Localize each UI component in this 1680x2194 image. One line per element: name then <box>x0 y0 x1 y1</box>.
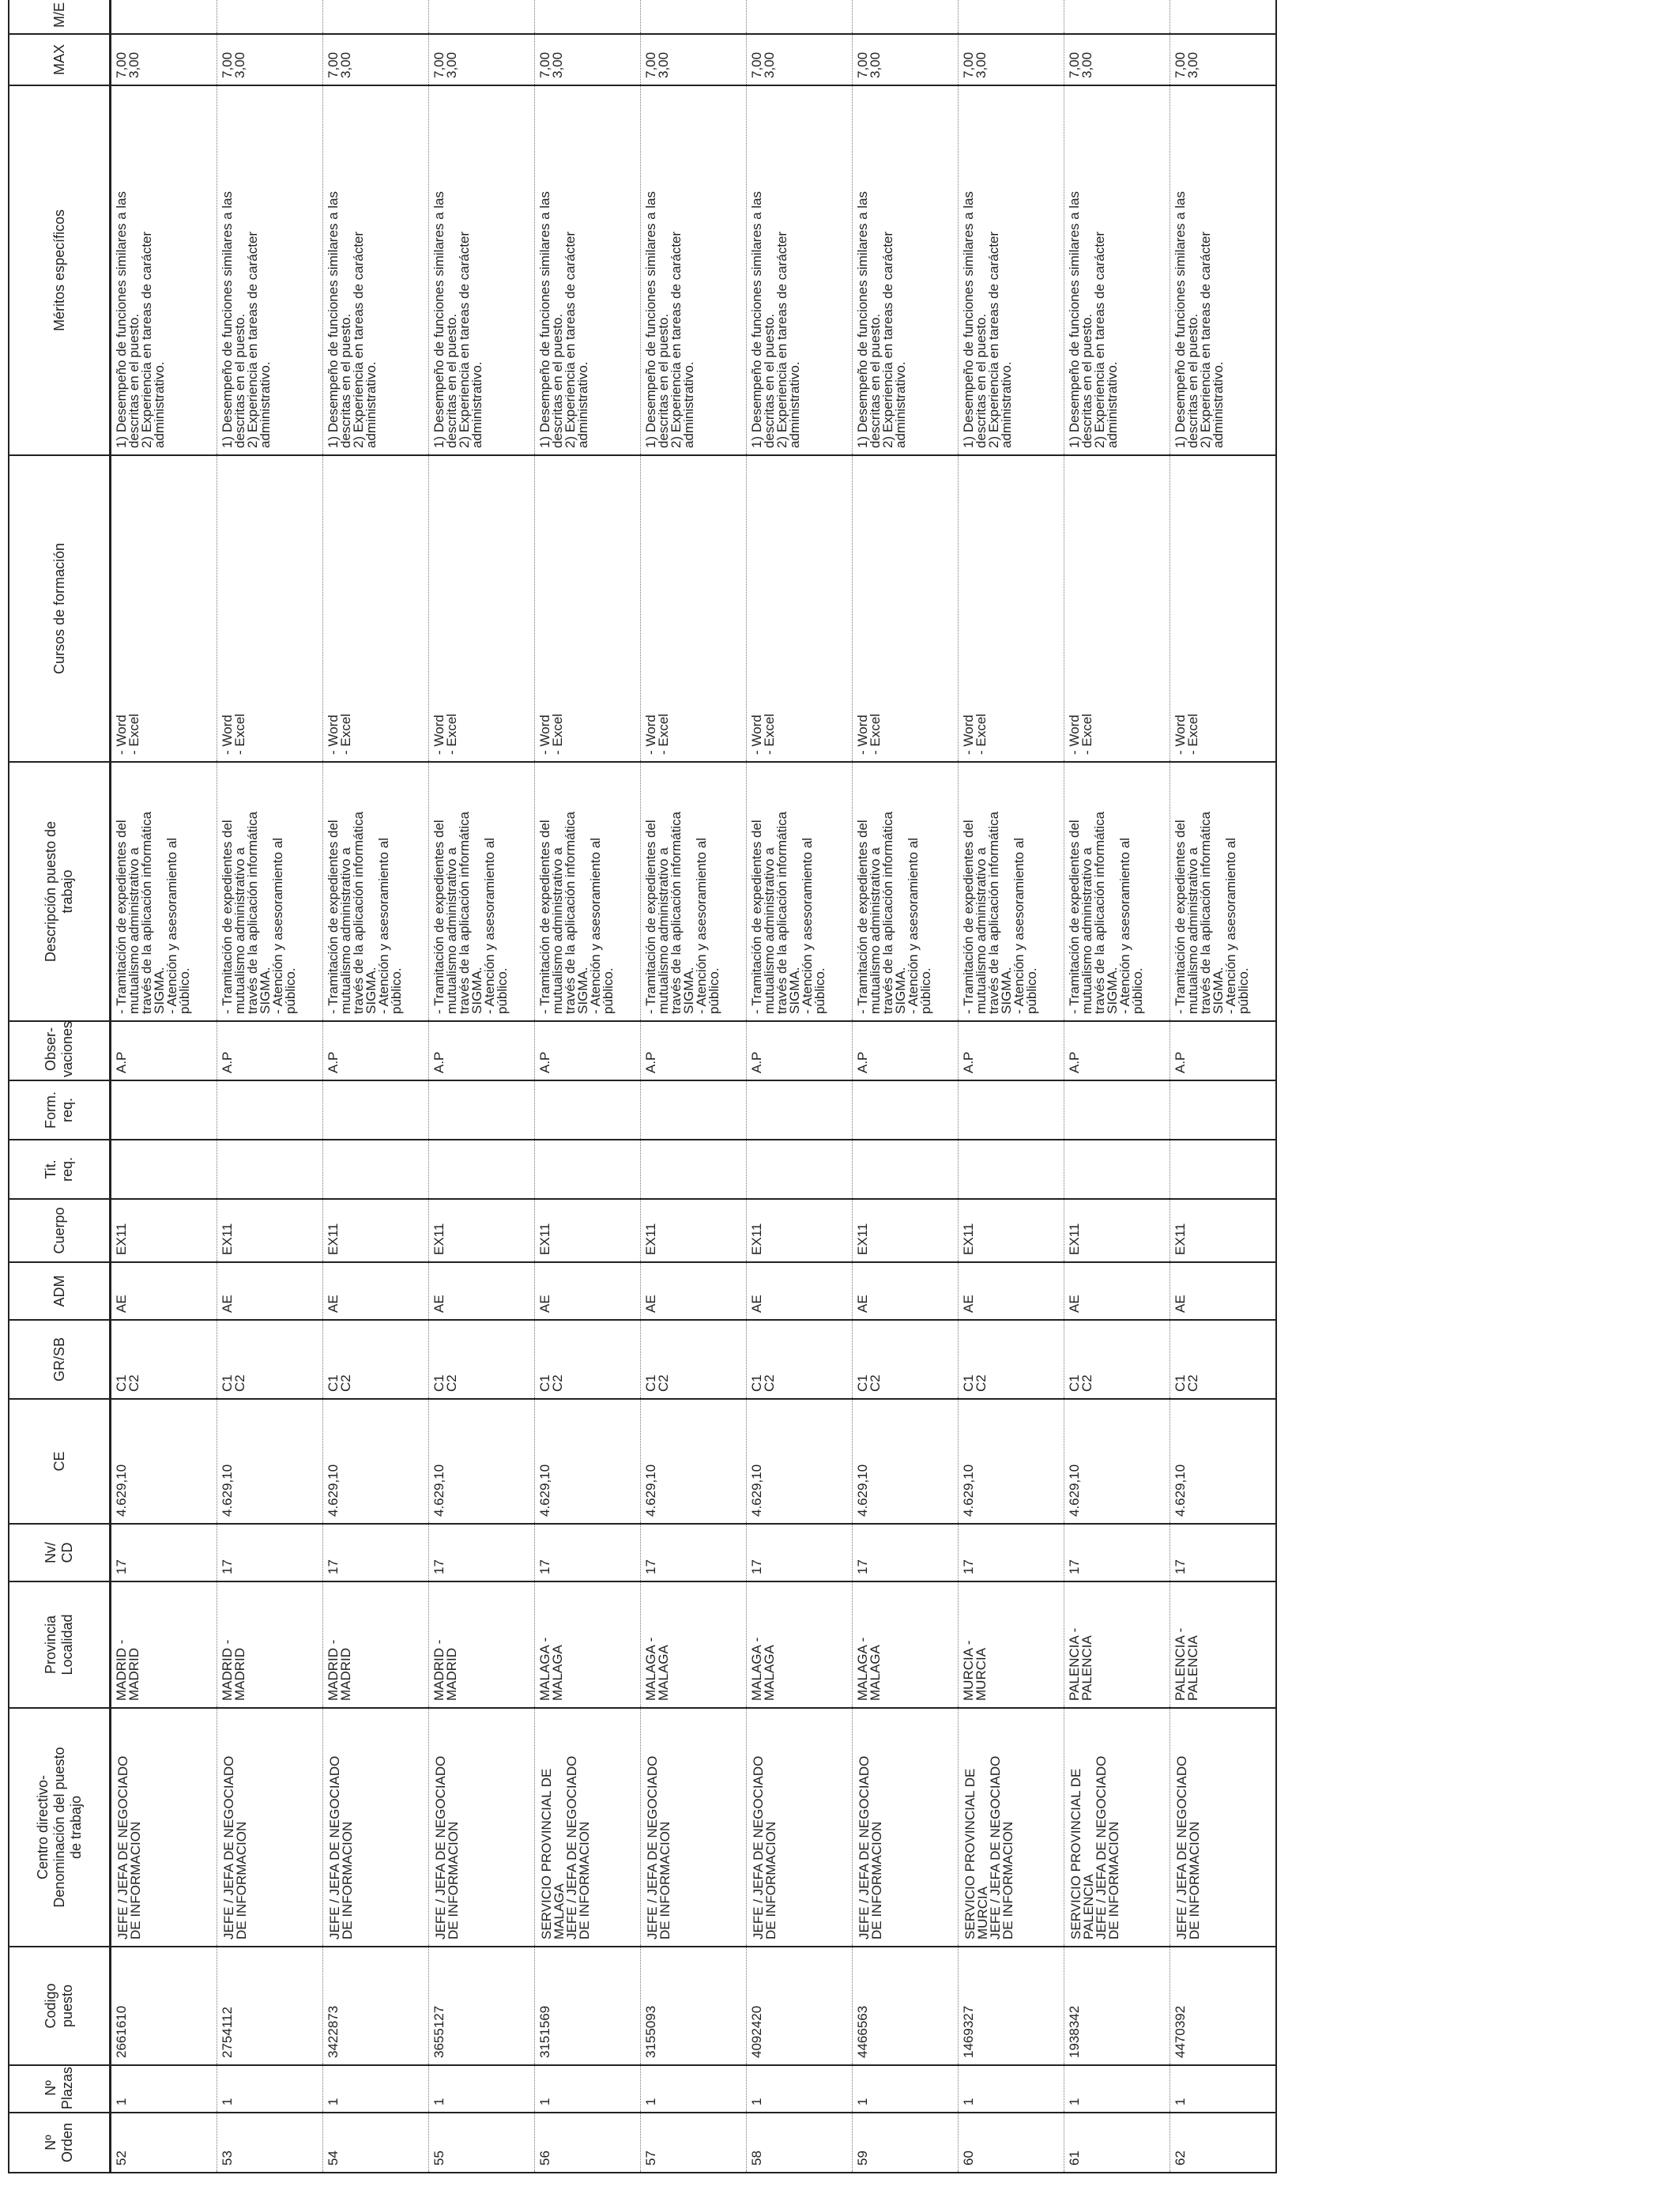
cell-form <box>1064 1080 1170 1140</box>
cell-orden: 61 <box>1064 2113 1170 2173</box>
cell-cuerpo: EX11 <box>429 1199 535 1262</box>
cell-nivel: 17 <box>535 1524 641 1581</box>
cell-ce: 4.629,10 <box>853 1399 959 1524</box>
header-ce: CE <box>9 1399 111 1524</box>
cell-cuerpo: EX11 <box>747 1199 853 1262</box>
cell-max: 7,00 3,00 <box>535 34 641 85</box>
header-cursos: Cursos de formación <box>9 455 111 762</box>
cell-descripcion: - Tramitación de expedientes del mutualismo administrativo a través de la aplicación informática SIGMA. - Atención y asesoramiento al público. <box>747 762 853 1021</box>
cell-form <box>959 1080 1064 1140</box>
cell-codigo: 3151569 <box>535 1947 641 2065</box>
cell-grsb: C1 C2 <box>747 1320 853 1399</box>
cell-descripcion: - Tramitación de expedientes del mutualismo administrativo a través de la aplicación informática SIGMA. - Atención y asesoramiento al público. <box>641 762 747 1021</box>
cell-obs: A.P <box>111 1021 217 1080</box>
cell-descripcion: - Tramitación de expedientes del mutualismo administrativo a través de la aplicación informática SIGMA. - Atención y asesoramiento al público. <box>323 762 429 1021</box>
cell-me <box>1064 0 1170 34</box>
cell-tit <box>1170 1140 1277 1199</box>
cell-codigo: 2754112 <box>217 1947 323 2065</box>
cell-meritos: 1) Desempeño de funciones similares a las descritas en el puesto. 2) Experiencia en tareas de carácter administrativo. <box>959 85 1064 455</box>
cell-grsb: C1 C2 <box>323 1320 429 1399</box>
cell-grsb: C1 C2 <box>111 1320 217 1399</box>
cell-orden: 62 <box>1170 2113 1277 2173</box>
cell-codigo: 1938342 <box>1064 1947 1170 2065</box>
cell-nivel: 17 <box>111 1524 217 1581</box>
cell-cursos: - Word - Excel <box>217 455 323 762</box>
cell-me <box>959 0 1064 34</box>
cell-cursos: - Word - Excel <box>853 455 959 762</box>
cell-ce: 4.629,10 <box>111 1399 217 1524</box>
table-row <box>217 0 323 2173</box>
cell-nivel: 17 <box>1170 1524 1277 1581</box>
table-row <box>641 0 747 2173</box>
cell-tit <box>747 1140 853 1199</box>
service-group-label: SERVICIO PROVINCIAL DE PALENCIA <box>1068 1768 1096 1940</box>
table-row <box>429 0 535 2173</box>
cell-max: 7,00 3,00 <box>323 34 429 85</box>
cell-nivel: 17 <box>323 1524 429 1581</box>
cell-orden: 57 <box>641 2113 747 2173</box>
cell-form <box>429 1080 535 1140</box>
cell-cursos: - Word - Excel <box>429 455 535 762</box>
cell-plazas: 1 <box>111 2065 217 2113</box>
header-form: Form. req. <box>9 1080 111 1140</box>
cell-centro <box>323 1708 429 1947</box>
cell-orden: 53 <box>217 2113 323 2173</box>
positions-table <box>8 0 1277 2173</box>
cell-centro <box>111 1708 217 1947</box>
cell-nivel: 17 <box>217 1524 323 1581</box>
service-group-label: SERVICIO PROVINCIAL DE MURCIA <box>962 1768 990 1940</box>
cell-cursos: - Word - Excel <box>1170 455 1277 762</box>
position-title: JEFE / JEFA DE NEGOCIADO DE INFORMACION <box>221 1755 249 1940</box>
cell-descripcion: - Tramitación de expedientes del mutualismo administrativo a través de la aplicación informática SIGMA. - Atención y asesoramiento al público. <box>959 762 1064 1021</box>
cell-nivel: 17 <box>747 1524 853 1581</box>
cell-adm: AE <box>535 1262 641 1320</box>
cell-adm: AE <box>853 1262 959 1320</box>
cell-cuerpo: EX11 <box>1064 1199 1170 1262</box>
cell-meritos: 1) Desempeño de funciones similares a las descritas en el puesto. 2) Experiencia en tareas de carácter administrativo. <box>853 85 959 455</box>
cell-form <box>535 1080 641 1140</box>
cell-codigo: 4092420 <box>747 1947 853 2065</box>
cell-plazas: 1 <box>959 2065 1064 2113</box>
table-row <box>323 0 429 2173</box>
cell-ce: 4.629,10 <box>535 1399 641 1524</box>
header-centro: Centro directivo- Denominación del puesto de trabajo <box>9 1708 111 1947</box>
cell-me <box>429 0 535 34</box>
cell-obs: A.P <box>535 1021 641 1080</box>
cell-meritos: 1) Desempeño de funciones similares a las descritas en el puesto. 2) Experiencia en tareas de carácter administrativo. <box>747 85 853 455</box>
header-descripcion: Descripción puesto de trabajo <box>9 762 111 1021</box>
position-title: JEFE / JEFA DE NEGOCIADO DE INFORMACION <box>645 1755 672 1940</box>
cell-grsb: C1 C2 <box>1064 1320 1170 1399</box>
cell-max: 7,00 3,00 <box>1064 34 1170 85</box>
cell-me <box>1170 0 1277 34</box>
cell-max: 7,00 3,00 <box>853 34 959 85</box>
position-title: JEFE / JEFA DE NEGOCIADO DE INFORMACION <box>564 1755 592 1940</box>
cell-grsb: C1 C2 <box>959 1320 1064 1399</box>
cell-meritos: 1) Desempeño de funciones similares a las descritas en el puesto. 2) Experiencia en tareas de carácter administrativo. <box>429 85 535 455</box>
cell-provincia: MALAGA - MALAGA <box>641 1581 747 1708</box>
cell-meritos: 1) Desempeño de funciones similares a las descritas en el puesto. 2) Experiencia en tareas de carácter administrativo. <box>1170 85 1277 455</box>
cell-codigo: 3155093 <box>641 1947 747 2065</box>
cell-descripcion: - Tramitación de expedientes del mutualismo administrativo a través de la aplicación informática SIGMA. - Atención y asesoramiento al público. <box>1170 762 1277 1021</box>
cell-codigo: 2661610 <box>111 1947 217 2065</box>
header-max: MAX <box>9 34 111 85</box>
cell-descripcion: - Tramitación de expedientes del mutualismo administrativo a través de la aplicación informática SIGMA. - Atención y asesoramiento al público. <box>853 762 959 1021</box>
cell-orden: 59 <box>853 2113 959 2173</box>
cell-provincia: MALAGA - MALAGA <box>853 1581 959 1708</box>
header-row <box>9 0 111 2173</box>
cell-form <box>323 1080 429 1140</box>
cell-form <box>111 1080 217 1140</box>
cell-ce: 4.629,10 <box>641 1399 747 1524</box>
cell-tit <box>111 1140 217 1199</box>
table-row <box>959 0 1064 2173</box>
cell-plazas: 1 <box>323 2065 429 2113</box>
cell-orden: 58 <box>747 2113 853 2173</box>
position-title: JEFE / JEFA DE NEGOCIADO DE INFORMACION <box>751 1755 778 1940</box>
cell-centro <box>747 1708 853 1947</box>
cell-grsb: C1 C2 <box>535 1320 641 1399</box>
cell-cursos: - Word - Excel <box>323 455 429 762</box>
cell-cuerpo: EX11 <box>111 1199 217 1262</box>
cell-max: 7,00 3,00 <box>111 34 217 85</box>
header-nivel: Nv/ CD <box>9 1524 111 1581</box>
cell-adm: AE <box>959 1262 1064 1320</box>
cell-plazas: 1 <box>429 2065 535 2113</box>
cell-form <box>853 1080 959 1140</box>
cell-grsb: C1 C2 <box>1170 1320 1277 1399</box>
header-adm: ADM <box>9 1262 111 1320</box>
table-row <box>853 0 959 2173</box>
cell-centro <box>217 1708 323 1947</box>
cell-tit <box>535 1140 641 1199</box>
table-row <box>111 0 217 2173</box>
cell-plazas: 1 <box>747 2065 853 2113</box>
cell-centro <box>535 1708 641 1947</box>
cell-tit <box>1064 1140 1170 1199</box>
cell-me <box>323 0 429 34</box>
cell-tit <box>959 1140 1064 1199</box>
table-body <box>111 0 1277 2173</box>
cell-meritos: 1) Desempeño de funciones similares a las descritas en el puesto. 2) Experiencia en tareas de carácter administrativo. <box>323 85 429 455</box>
cell-cursos: - Word - Excel <box>535 455 641 762</box>
cell-codigo: 3655127 <box>429 1947 535 2065</box>
cell-plazas: 1 <box>535 2065 641 2113</box>
cell-cuerpo: EX11 <box>853 1199 959 1262</box>
cell-provincia: MADRID - MADRID <box>429 1581 535 1708</box>
position-title: JEFE / JEFA DE NEGOCIADO DE INFORMACION <box>988 1755 1015 1940</box>
position-title: JEFE / JEFA DE NEGOCIADO DE INFORMACION <box>1174 1755 1202 1940</box>
cell-obs: A.P <box>853 1021 959 1080</box>
cell-codigo: 4466563 <box>853 1947 959 2065</box>
header-provincia: Provincia Localidad <box>9 1581 111 1708</box>
cell-orden: 55 <box>429 2113 535 2173</box>
cell-centro <box>429 1708 535 1947</box>
cell-grsb: C1 C2 <box>641 1320 747 1399</box>
cell-ce: 4.629,10 <box>959 1399 1064 1524</box>
position-title: JEFE / JEFA DE NEGOCIADO DE INFORMACION <box>327 1755 355 1940</box>
cell-obs: A.P <box>1170 1021 1277 1080</box>
header-grsb: GR/SB <box>9 1320 111 1399</box>
cell-cuerpo: EX11 <box>535 1199 641 1262</box>
cell-plazas: 1 <box>853 2065 959 2113</box>
cell-adm: AE <box>323 1262 429 1320</box>
position-title: JEFE / JEFA DE NEGOCIADO DE INFORMACION <box>115 1755 143 1940</box>
cell-plazas: 1 <box>641 2065 747 2113</box>
cell-provincia: MALAGA - MALAGA <box>535 1581 641 1708</box>
header-obs: Obser- vaciones <box>9 1021 111 1080</box>
cell-cursos: - Word - Excel <box>111 455 217 762</box>
cell-ce: 4.629,10 <box>429 1399 535 1524</box>
cell-centro <box>641 1708 747 1947</box>
header-tit: Tit. req. <box>9 1140 111 1199</box>
cell-adm: AE <box>111 1262 217 1320</box>
cell-cuerpo: EX11 <box>217 1199 323 1262</box>
cell-orden: 54 <box>323 2113 429 2173</box>
cell-plazas: 1 <box>1170 2065 1277 2113</box>
cell-provincia: MADRID - MADRID <box>217 1581 323 1708</box>
cell-cursos: - Word - Excel <box>641 455 747 762</box>
cell-obs: A.P <box>323 1021 429 1080</box>
cell-adm: AE <box>1170 1262 1277 1320</box>
cell-form <box>1170 1080 1277 1140</box>
cell-obs: A.P <box>641 1021 747 1080</box>
cell-provincia: PALENCIA - PALENCIA <box>1064 1581 1170 1708</box>
cell-obs: A.P <box>217 1021 323 1080</box>
cell-max: 7,00 3,00 <box>217 34 323 85</box>
cell-descripcion: - Tramitación de expedientes del mutualismo administrativo a través de la aplicación informática SIGMA. - Atención y asesoramiento al público. <box>217 762 323 1021</box>
cell-meritos: 1) Desempeño de funciones similares a las descritas en el puesto. 2) Experiencia en tareas de carácter administrativo. <box>111 85 217 455</box>
cell-me <box>535 0 641 34</box>
cell-me <box>217 0 323 34</box>
header-cuerpo: Cuerpo <box>9 1199 111 1262</box>
cell-form <box>641 1080 747 1140</box>
cell-obs: A.P <box>1064 1021 1170 1080</box>
cell-cuerpo: EX11 <box>641 1199 747 1262</box>
cell-descripcion: - Tramitación de expedientes del mutualismo administrativo a través de la aplicación informática SIGMA. - Atención y asesoramiento al público. <box>111 762 217 1021</box>
cell-orden: 60 <box>959 2113 1064 2173</box>
cell-provincia: MURCIA - MURCIA <box>959 1581 1064 1708</box>
cell-adm: AE <box>429 1262 535 1320</box>
cell-grsb: C1 C2 <box>217 1320 323 1399</box>
cell-obs: A.P <box>959 1021 1064 1080</box>
cell-nivel: 17 <box>429 1524 535 1581</box>
cell-tit <box>641 1140 747 1199</box>
cell-ce: 4.629,10 <box>217 1399 323 1524</box>
cell-provincia: MADRID - MADRID <box>111 1581 217 1708</box>
cell-ce: 4.629,10 <box>1064 1399 1170 1524</box>
cell-tit <box>217 1140 323 1199</box>
cell-adm: AE <box>217 1262 323 1320</box>
cell-codigo: 3422873 <box>323 1947 429 2065</box>
cell-orden: 52 <box>111 2113 217 2173</box>
table-row <box>747 0 853 2173</box>
cell-provincia: PALENCIA - PALENCIA <box>1170 1581 1277 1708</box>
cell-grsb: C1 C2 <box>853 1320 959 1399</box>
cell-obs: A.P <box>747 1021 853 1080</box>
cell-provincia: MADRID - MADRID <box>323 1581 429 1708</box>
cell-centro <box>1064 1708 1170 1947</box>
position-title: JEFE / JEFA DE NEGOCIADO DE INFORMACION <box>433 1755 461 1940</box>
cell-nivel: 17 <box>959 1524 1064 1581</box>
cell-max: 7,00 3,00 <box>1170 34 1277 85</box>
cell-centro <box>853 1708 959 1947</box>
cell-tit <box>429 1140 535 1199</box>
cell-obs: A.P <box>429 1021 535 1080</box>
cell-tit <box>853 1140 959 1199</box>
cell-adm: AE <box>747 1262 853 1320</box>
cell-adm: AE <box>1064 1262 1170 1320</box>
cell-grsb: C1 C2 <box>429 1320 535 1399</box>
cell-ce: 4.629,10 <box>1170 1399 1277 1524</box>
cell-max: 7,00 3,00 <box>429 34 535 85</box>
table-row <box>535 0 641 2173</box>
cell-centro <box>959 1708 1064 1947</box>
cell-nivel: 17 <box>641 1524 747 1581</box>
cell-nivel: 17 <box>853 1524 959 1581</box>
cell-provincia: MALAGA - MALAGA <box>747 1581 853 1708</box>
cell-me <box>111 0 217 34</box>
cell-meritos: 1) Desempeño de funciones similares a las descritas en el puesto. 2) Experiencia en tareas de carácter administrativo. <box>535 85 641 455</box>
cell-meritos: 1) Desempeño de funciones similares a las descritas en el puesto. 2) Experiencia en tareas de carácter administrativo. <box>641 85 747 455</box>
cell-cursos: - Word - Excel <box>747 455 853 762</box>
service-group-label: SERVICIO PROVINCIAL DE MALAGA <box>539 1768 567 1940</box>
cell-adm: AE <box>641 1262 747 1320</box>
cell-cursos: - Word - Excel <box>1064 455 1170 762</box>
header-me: M/E <box>9 0 111 34</box>
table-row <box>1064 0 1170 2173</box>
cell-cursos: - Word - Excel <box>959 455 1064 762</box>
cell-codigo: 4470392 <box>1170 1947 1277 2065</box>
header-meritos: Méritos específicos <box>9 85 111 455</box>
cell-plazas: 1 <box>1064 2065 1170 2113</box>
cell-max: 7,00 3,00 <box>747 34 853 85</box>
cell-descripcion: - Tramitación de expedientes del mutualismo administrativo a través de la aplicación informática SIGMA. - Atención y asesoramiento al público. <box>1064 762 1170 1021</box>
cell-codigo: 1469327 <box>959 1947 1064 2065</box>
cell-me <box>853 0 959 34</box>
cell-ce: 4.629,10 <box>747 1399 853 1524</box>
cell-meritos: 1) Desempeño de funciones similares a las descritas en el puesto. 2) Experiencia en tareas de carácter administrativo. <box>1064 85 1170 455</box>
cell-descripcion: - Tramitación de expedientes del mutualismo administrativo a través de la aplicación informática SIGMA. - Atención y asesoramiento al público. <box>535 762 641 1021</box>
table-row <box>1170 0 1277 2173</box>
cell-max: 7,00 3,00 <box>641 34 747 85</box>
cell-cuerpo: EX11 <box>1170 1199 1277 1262</box>
header-codigo: Codigo puesto <box>9 1947 111 2065</box>
cell-cuerpo: EX11 <box>323 1199 429 1262</box>
header-orden: Nº Orden <box>9 2113 111 2173</box>
header-plazas: Nº Plazas <box>9 2065 111 2113</box>
rotated-document-sheet <box>0 2 1399 2189</box>
cell-plazas: 1 <box>217 2065 323 2113</box>
position-title: JEFE / JEFA DE NEGOCIADO DE INFORMACION <box>857 1755 884 1940</box>
cell-descripcion: - Tramitación de expedientes del mutualismo administrativo a través de la aplicación informática SIGMA. - Atención y asesoramiento al público. <box>429 762 535 1021</box>
cell-orden: 56 <box>535 2113 641 2173</box>
position-title: JEFE / JEFA DE NEGOCIADO DE INFORMACION <box>1094 1755 1121 1940</box>
cell-form <box>747 1080 853 1140</box>
cell-max: 7,00 3,00 <box>959 34 1064 85</box>
cell-form <box>217 1080 323 1140</box>
cell-nivel: 17 <box>1064 1524 1170 1581</box>
cell-cuerpo: EX11 <box>959 1199 1064 1262</box>
cell-tit <box>323 1140 429 1199</box>
cell-meritos: 1) Desempeño de funciones similares a las descritas en el puesto. 2) Experiencia en tareas de carácter administrativo. <box>217 85 323 455</box>
cell-me <box>747 0 853 34</box>
cell-centro <box>1170 1708 1277 1947</box>
cell-ce: 4.629,10 <box>323 1399 429 1524</box>
cell-me <box>641 0 747 34</box>
